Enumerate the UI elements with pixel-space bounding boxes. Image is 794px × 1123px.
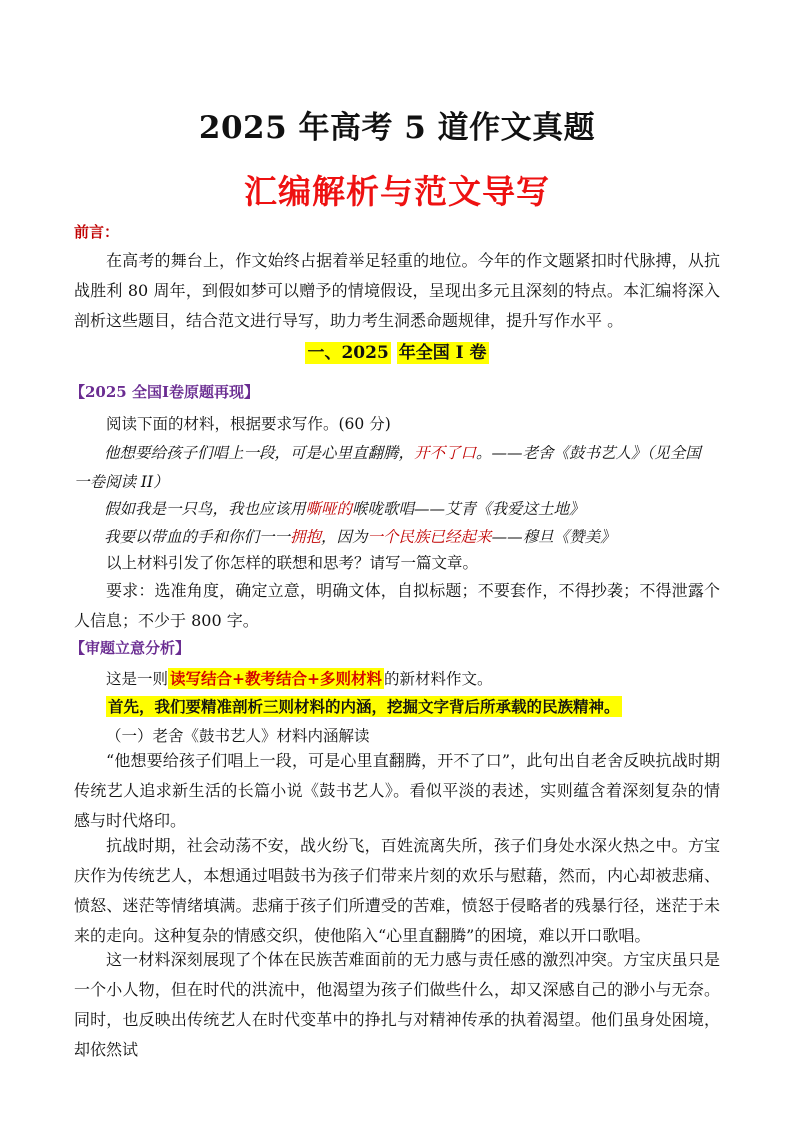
quote-1-emphasis: 开不了口 bbox=[414, 444, 477, 462]
subsection-title: （一）老舍《鼓书艺人》材料内涵解读 bbox=[106, 727, 370, 745]
original-question-label: 【2025 全国Ⅰ卷原题再现】 bbox=[70, 383, 259, 401]
quote-3-emphasis-1: 拥抱 bbox=[290, 528, 322, 546]
preface-paragraph: 在高考的舞台上，作文始终占据着举足轻重的地位。今年的作文题紧扣时代脉搏，从抗战胜利 80 周年，到假如梦可以赠予的情境假设，呈现出多元且深刻的特点。本汇编将深入剖析这些题目，结合范文进行导写，助力考生洞悉命题规律，提升写作水平 。 bbox=[74, 251, 720, 330]
quote-3-middle: ，因为 bbox=[321, 528, 368, 546]
quote-3 bbox=[104, 525, 764, 547]
quote-3-text: 我要以带血的手和你们一一 bbox=[104, 528, 291, 546]
analysis-intro bbox=[106, 667, 766, 689]
analysis-key-line bbox=[106, 695, 766, 717]
quote-1 bbox=[104, 441, 764, 463]
quote-3-source: ——穆旦《赞美》 bbox=[491, 528, 616, 546]
quote-2-emphasis: 嘶哑的 bbox=[305, 500, 353, 518]
section-title bbox=[0, 338, 794, 363]
requirement-paragraph: 要求：选准角度，确定立意，明确文体，自拟标题；不要套作，不得抄袭；不得泄露个人信息；不少于 800 字。 bbox=[74, 581, 720, 630]
prompt-line: 以上材料引发了你怎样的联想和思考？请写一篇文章。 bbox=[106, 554, 479, 572]
quote-2 bbox=[104, 497, 764, 519]
quote-1-source: 。——老舍《鼓书艺人》（见全国 bbox=[476, 444, 701, 462]
analysis-label: 【审题立意分析】 bbox=[70, 639, 191, 657]
quote-2-text: 假如我是一只鸟，我也应该用 bbox=[104, 500, 306, 518]
analysis-key-text: 首先，我们要精准剖析三则材料的内涵，挖掘文字背后所承载的民族精神。 bbox=[108, 697, 620, 716]
quote-1-text: 他想要给孩子们唱上一段，可是心里直翻腾， bbox=[104, 444, 415, 462]
preface-label: 前言： bbox=[74, 223, 120, 241]
section-title-number: 一、2025 bbox=[307, 343, 389, 363]
analysis-intro-highlight: 读写结合+教考结合+多则材料 bbox=[170, 669, 382, 688]
quote-3-emphasis-2: 一个民族已经起来 bbox=[367, 528, 492, 546]
document-subtitle: 汇编解析与范文导写 bbox=[244, 172, 550, 211]
analysis-intro-suffix: 的新材料作文。 bbox=[384, 670, 493, 688]
body-paragraph-1: “他想要给孩子们唱上一段，可是心里直翻腾，开不了口”，此句出自老舍反映抗战时期传统艺人追求新生活的长篇小说《鼓书艺人》。看似平淡的表述，实则蕴含着深刻复杂的情感与时代烙印。 bbox=[74, 751, 720, 830]
section-title-text: 年全国 I 卷 bbox=[398, 343, 487, 363]
analysis-intro-text: 这是一则 bbox=[106, 670, 169, 688]
quote-1-continued: 一卷阅读 II） bbox=[74, 473, 169, 491]
document-title: 2025 年高考 5 道作文真题 bbox=[198, 110, 596, 146]
body-paragraph-3: 这一材料深刻展现了个体在民族苦难面前的无力感与责任感的激烈冲突。方宝庆虽只是一个小人物，但在时代的洪流中，他渴望为孩子们做些什么，却又深感自己的渺小与无奈。同时，也反映出传统艺人在时代变革中的挣扎与对精神传承的执着渴望。他们虽身处困境，却依然试 bbox=[74, 950, 720, 1059]
body-paragraph-2: 抗战时期，社会动荡不安，战火纷飞，百姓流离失所，孩子们身处水深火热之中。方宝庆作为传统艺人，本想通过唱鼓书为孩子们带来片刻的欢乐与慰藉，然而，内心却被悲痛、愤怒、迷茫等情绪填满。悲痛于孩子们所遭受的苦难，愤怒于侵略者的残暴行径，迷茫于未来的走向。这种复杂的情感交织，使他陷入“心里直翻腾”的困境，难以开口歌唱。 bbox=[74, 836, 720, 945]
quote-2-source: 喉咙歌唱——艾青《我爱这土地》 bbox=[352, 500, 585, 518]
instruction-line: 阅读下面的材料，根据要求写作。(60 分) bbox=[106, 415, 391, 433]
